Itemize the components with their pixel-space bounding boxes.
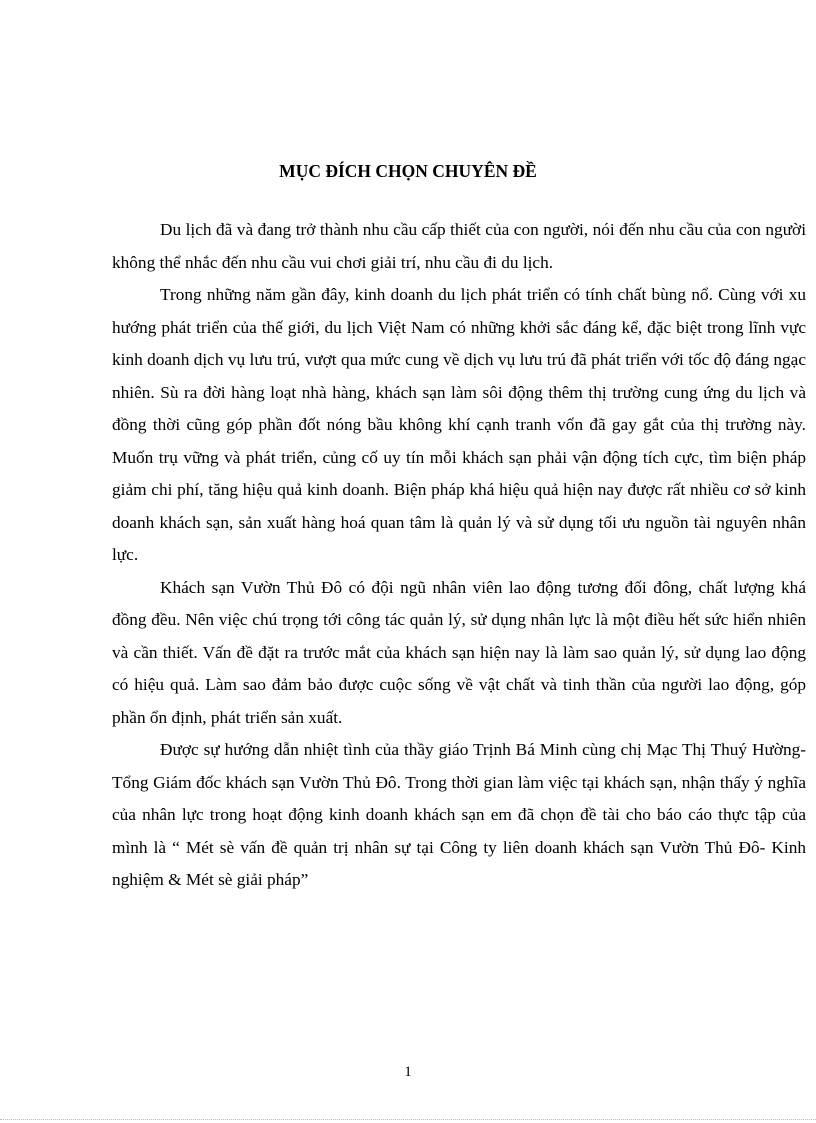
page-number: 1	[404, 1064, 412, 1080]
paragraph: Trong những năm gần đây, kinh doanh du lịch phát triển có tính chất bùng nổ. Cùng với xu hướng phát triển của thế giới, du lịch Việt Nam có những khởi sắc đáng kể, đặc biệt trong lĩnh vực kinh doanh dịch vụ lưu trú, vượt qua mức cung về dịch vụ lưu trú đã phát triển với tốc độ đáng ngạc nhiên. Sù ra đời hàng loạt nhà hàng, khách sạn làm sôi động thêm thị trường cung ứng du lịch và đồng thời cũng góp phần đốt nóng bầu không khí cạnh tranh vốn đã gay gắt của thị trường này. Muốn trụ vững và phát triển, củng cố uy tín mỗi khách sạn phải vận động tích cực, tìm biện pháp giảm chi phí, tăng hiệu quả kinh doanh. Biện pháp khá hiệu quả hiện nay được rất nhiều cơ sở kinh doanh khách sạn, sản xuất hàng hoá quan tâm là quản lý và sử dụng tối ưu nguồn tài nguyên nhân lực.	[112, 285, 806, 564]
paragraph: Khách sạn Vườn Thủ Đô có đội ngũ nhân viên lao động tương đối đông, chất lượng khá đồng đều. Nên việc chú trọng tới công tác quản lý, sử dụng nhân lực là một điều hết sức hiển nhiên và cần thiết. Vấn đề đặt ra trước mắt của khách sạn hiện nay là làm sao quản lý, sử dụng lao động có hiệu quả. Làm sao đảm bảo được cuộc sống về vật chất và tinh thần của người lao động, góp phần ổn định, phát triển sản xuất.	[112, 577, 806, 727]
paragraph: Du lịch đã và đang trở thành nhu cầu cấp thiết của con người, nói đến nhu cầu của con người không thể nhắc đến nhu cầu vui chơi giải trí, nhu cầu đi du lịch.	[112, 220, 806, 272]
paragraph: Được sự hướng dẫn nhiệt tình của thầy giáo Trịnh Bá Minh cùng chị Mạc Thị Thuý Hường- Tổng Giám đốc khách sạn Vườn Thủ Đô. Trong thời gian làm việc tại khách sạn, nhận thấy ý nghĩa của nhân lực trong hoạt động kinh doanh khách sạn em đã chọn đề tài cho báo cáo thực tập của mình là “ Mét sè vấn đề quản trị nhân sự tại Công ty liên doanh khách sạn Vườn Thủ Đô- Kinh nghiệm & Mét sè giải pháp”	[112, 740, 806, 889]
page-title: MỤC ĐÍCH CHỌN CHUYÊN ĐỀ	[279, 161, 537, 181]
page-bottom-divider	[0, 1119, 816, 1120]
body-text	[112, 214, 806, 897]
